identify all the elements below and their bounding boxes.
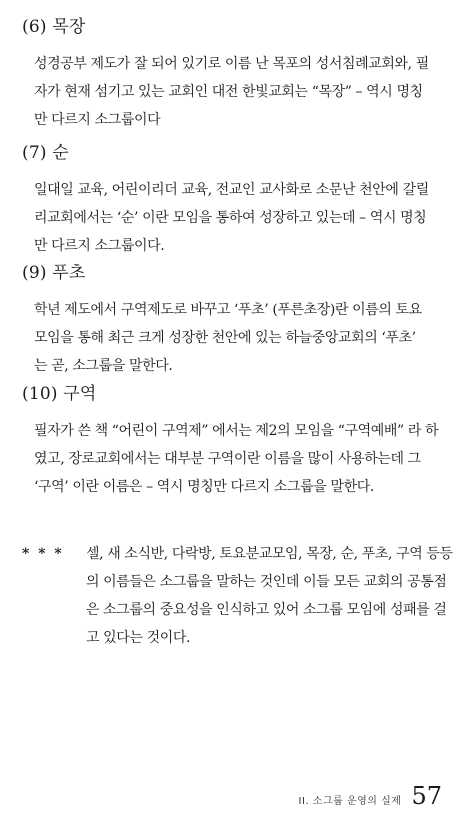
section-heading: (9) 푸초 (22, 263, 86, 283)
section-paragraph (34, 417, 452, 501)
section-mokjang (22, 16, 452, 134)
section-paragraph (34, 50, 452, 134)
paragraph-line: 학년 제도에서 구역제도로 바꾸고 ‘푸초’ (푸른초장)란 이름의 토요 (34, 302, 422, 318)
paragraph-line: ‘구역’ 이란 이름은 – 역시 명칭만 다르지 소그룹을 말한다. (34, 479, 374, 495)
section-heading: (6) 목장 (22, 17, 86, 37)
paragraph-line: 자가 현재 섬기고 있는 교회인 대전 한빛교회는 “목장” – 역시 명칭 (34, 84, 423, 100)
section-pucho (22, 262, 452, 380)
page-number: 57 (411, 782, 442, 810)
note-line: 셀, 새 소식반, 다락방, 토요분교모임, 목장, 순, 푸초, 구역 등등 (86, 546, 453, 562)
note-marker: * * * (22, 546, 64, 562)
paragraph-line: 만 다르지 소그룹이다. (34, 238, 165, 254)
paragraph-line: 만 다르지 소그룹이다 (34, 112, 161, 128)
section-paragraph (34, 296, 452, 380)
paragraph-line: 필자가 쓴 책 “어린이 구역제” 에서는 제2의 모임을 “구역예배” 라 하 (34, 423, 439, 439)
section-paragraph (34, 176, 452, 260)
page-footer (299, 784, 442, 808)
note-body (86, 540, 453, 652)
paragraph-line: 성경공부 제도가 잘 되어 있기로 이름 난 목포의 성서침례교회와, 필 (34, 56, 429, 72)
note-line: 은 소그룹의 중요성을 인식하고 있어 소그룹 모임에 성패를 걸 (86, 602, 447, 618)
paragraph-line: 모임을 통해 최근 크게 성장한 천안에 있는 하늘중앙교회의 ‘푸초’ (34, 330, 416, 346)
paragraph-line: 리교회에서는 ‘순’ 이란 모임을 통하여 성장하고 있는데 – 역시 명칭 (34, 210, 427, 226)
paragraph-line: 일대일 교육, 어린이리더 교육, 전교인 교사화로 소문난 천안에 갈릴 (34, 182, 429, 198)
summary-note (22, 540, 462, 652)
section-heading: (7) 순 (22, 143, 69, 163)
paragraph-line: 였고, 장로교회에서는 대부분 구역이란 이름을 많이 사용하는데 그 (34, 451, 421, 467)
note-line: 고 있다는 것이다. (86, 630, 191, 646)
section-sun (22, 142, 452, 260)
section-guyeok (22, 383, 452, 501)
chapter-title: II. 소그룹 운영의 실제 (298, 796, 402, 807)
note-line: 의 이름들은 소그룹을 말하는 것인데 이들 모든 교회의 공통점 (86, 574, 447, 590)
paragraph-line: 는 곧, 소그룹을 말한다. (34, 358, 173, 374)
section-heading: (10) 구역 (22, 384, 97, 404)
